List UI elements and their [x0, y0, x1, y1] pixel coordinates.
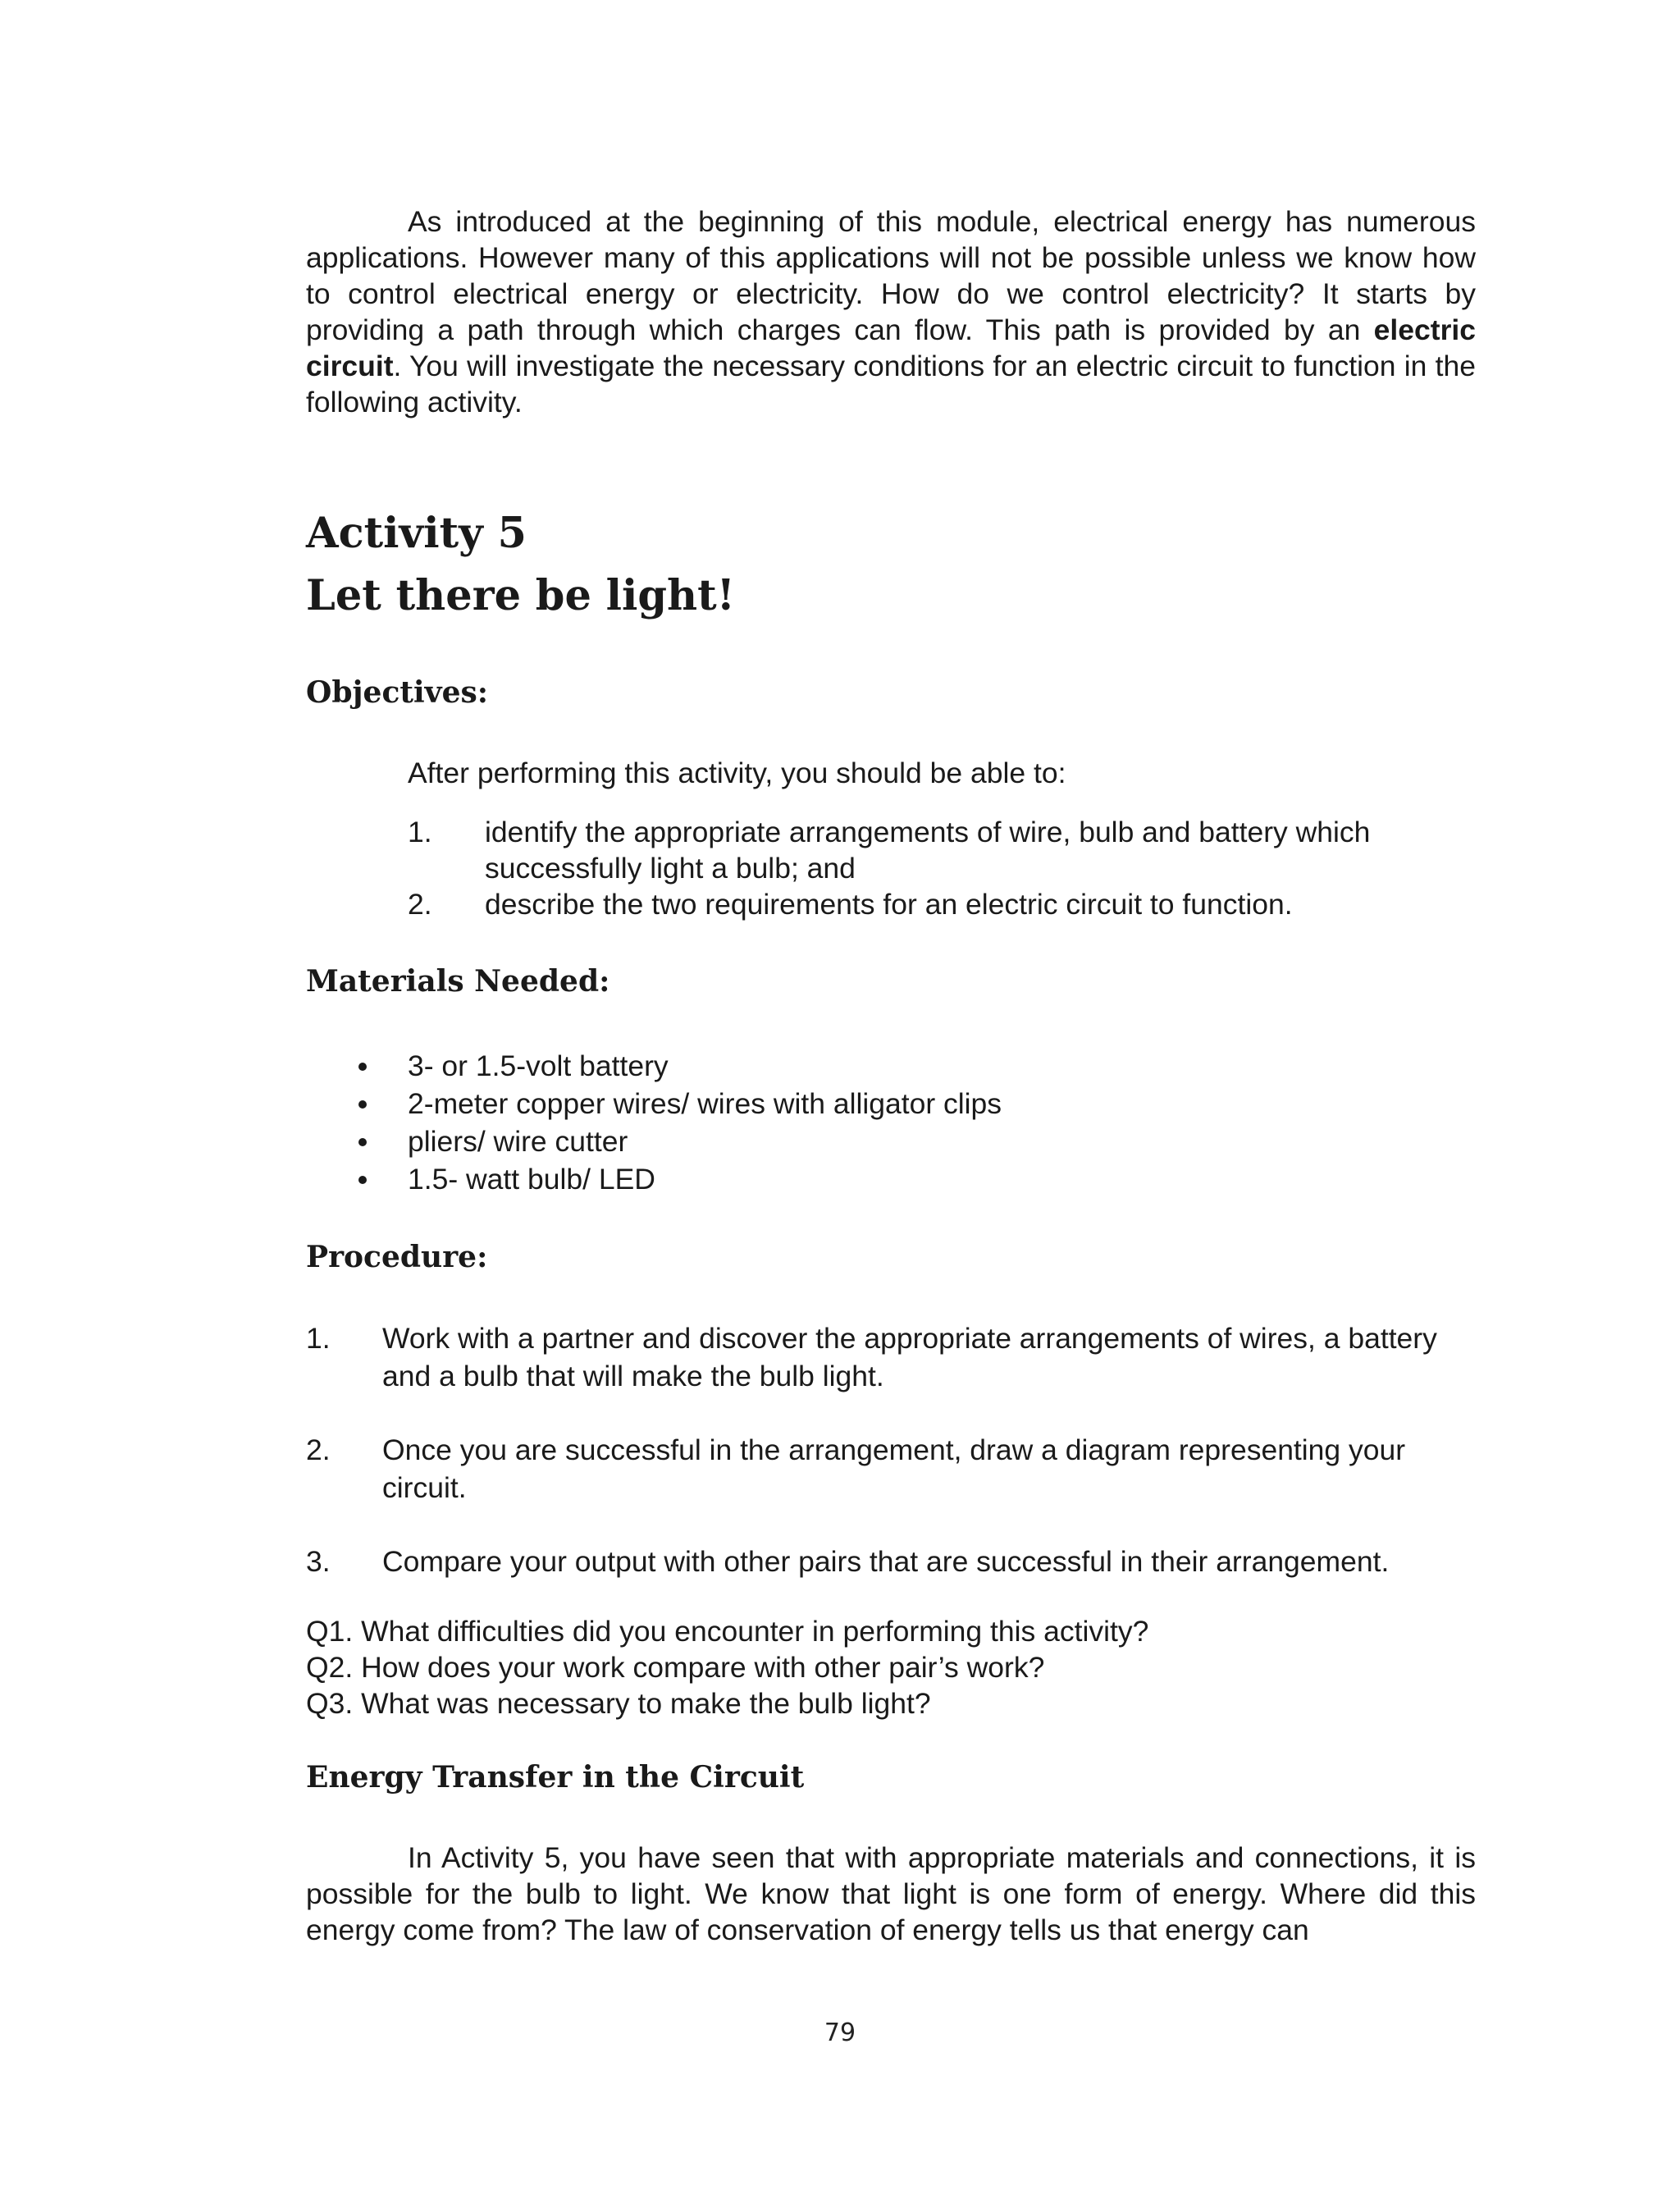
objective-number: 1.	[408, 816, 432, 848]
objective-item	[408, 886, 1476, 922]
procedure-step	[306, 1319, 1476, 1395]
material-item	[306, 1085, 1476, 1122]
energy-transfer-heading: Energy Transfer in the Circuit	[306, 1760, 805, 1795]
objectives-lead: After performing this activity, you should be able to:	[408, 757, 1066, 789]
material-text: 1.5- watt bulb/ LED	[408, 1163, 655, 1196]
questions-block	[306, 1613, 1476, 1721]
step-number: 3.	[306, 1545, 331, 1578]
material-text: pliers/ wire cutter	[408, 1125, 628, 1158]
bullet-icon	[306, 1085, 408, 1122]
objective-number: 2.	[408, 888, 432, 921]
bullet-icon	[306, 1047, 408, 1085]
objective-text: describe the two requirements for an electric circuit to function.	[485, 888, 1293, 921]
material-item	[306, 1160, 1476, 1198]
bullet-icon	[306, 1160, 408, 1198]
step-number: 1.	[306, 1322, 331, 1355]
material-item	[306, 1047, 1476, 1085]
materials-list	[306, 1047, 1476, 1198]
materials-heading: Materials Needed:	[306, 964, 610, 999]
intro-bold-term: electric circuit	[306, 313, 1476, 382]
procedure-heading: Procedure:	[306, 1240, 488, 1274]
step-number: 2.	[306, 1433, 331, 1466]
step-text: Compare your output with other pairs that are successful in their arrangement.	[382, 1545, 1390, 1578]
step-text: Work with a partner and discover the appropriate arrangements of wires, a battery and a bulb that will make the bulb light.	[382, 1322, 1437, 1392]
activity-title: Let there be light!	[306, 571, 736, 620]
material-item	[306, 1122, 1476, 1160]
objective-text: identify the appropriate arrangements of wire, bulb and battery which successfully light a bulb; and	[485, 816, 1371, 885]
objectives-list	[408, 814, 1476, 922]
material-text: 2-meter copper wires/ wires with alligator clips	[408, 1087, 1002, 1120]
procedure-list	[306, 1319, 1476, 1580]
step-text: Once you are successful in the arrangement, draw a diagram representing your circuit.	[382, 1433, 1406, 1504]
procedure-step	[306, 1543, 1476, 1580]
objective-item	[408, 814, 1476, 886]
intro-paragraph	[306, 203, 1476, 420]
energy-transfer-paragraph: In Activity 5, you have seen that with appropriate materials and connections, it is possible for the bulb to light. We know that light is one form of energy. Where did this energy come from? The law of conservation of energy tells us that energy can	[306, 1841, 1476, 1946]
bullet-icon	[306, 1122, 408, 1160]
question-item: Q3. What was necessary to make the bulb light?	[306, 1687, 931, 1720]
intro-text-start: As introduced at the beginning of this module, electrical energy has numerous applications. However many of this applications will not be possible unless we know how to control electrical energy or electricity. How do we control electricity? It starts by providing a path through which charges can flow. This path is provided by an	[306, 205, 1476, 346]
objectives-heading: Objectives:	[306, 675, 489, 710]
intro-text-end: . You will investigate the necessary conditions for an electric circuit to function in the following activity.	[306, 350, 1476, 418]
procedure-step	[306, 1431, 1476, 1506]
page-content	[306, 203, 1476, 1948]
activity-number: Activity 5	[306, 509, 527, 558]
question-item: Q1. What difficulties did you encounter in performing this activity?	[306, 1615, 1149, 1648]
material-text: 3- or 1.5-volt battery	[408, 1049, 669, 1082]
page-number: 79	[824, 2019, 856, 2047]
question-item: Q2. How does your work compare with other pair’s work?	[306, 1651, 1045, 1684]
